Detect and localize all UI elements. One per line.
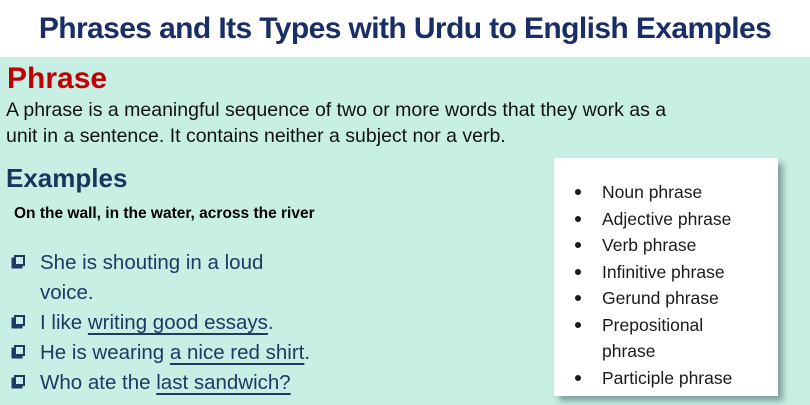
sentence-underlined-segment: last sandwich?: [156, 371, 291, 394]
phrase-type-item-prepositional: Prepositional phrase: [602, 312, 754, 365]
example-sentence-list: [6, 248, 351, 398]
square-bullet-icon: [14, 315, 25, 326]
phrase-types-list: [602, 179, 754, 391]
examples-intro: On the wall, in the water, across the river: [14, 205, 315, 222]
phrase-types-box: [554, 158, 778, 396]
phrase-type-item-infinitive: Infinitive phrase: [602, 259, 754, 286]
sentence-text: [40, 371, 291, 394]
sentence-text: [40, 311, 274, 334]
phrase-heading: Phrase: [7, 62, 108, 95]
example-sentence-4: [6, 368, 351, 398]
sentence-text: [40, 341, 310, 364]
slide-title: Phrases and Its Types with Urdu to English Examples: [38, 11, 772, 45]
example-sentence-2: [6, 308, 351, 338]
phrase-type-item-gerund: Gerund phrase: [602, 285, 754, 312]
square-bullet-icon: [14, 375, 25, 386]
sentence-segment: I like: [40, 311, 88, 334]
slide-content: [0, 57, 810, 398]
phrase-type-item-verb: Verb phrase: [602, 232, 754, 259]
square-bullet-icon: [14, 345, 25, 356]
example-sentence-3: [6, 338, 351, 368]
sentence-segment: Who ate the: [40, 371, 157, 394]
phrase-type-item-noun: Noun phrase: [602, 179, 754, 206]
sentence-segment: He is wearing: [40, 341, 170, 364]
phrase-type-item-adjective: Adjective phrase: [602, 206, 754, 233]
phrase-type-item-participle: Participle phrase: [602, 365, 754, 392]
examples-heading: Examples: [6, 163, 128, 193]
sentence-underlined-segment: a nice red shirt: [169, 341, 305, 364]
sentence-segment: .: [267, 311, 274, 334]
sentence-underlined-segment: writing good essays: [87, 311, 268, 334]
example-sentence-1: [6, 248, 351, 308]
sentence-segment: She is shouting in a loud voice.: [40, 251, 264, 304]
sentence-segment: .: [304, 341, 311, 364]
sentence-text: [40, 248, 288, 308]
phrase-definition: A phrase is a meaningful sequence of two or more words that they work as a unit in a sentence. It contains neither a subject nor a verb.: [6, 99, 667, 147]
square-bullet-icon: [14, 255, 25, 266]
title-banner: [0, 0, 810, 57]
